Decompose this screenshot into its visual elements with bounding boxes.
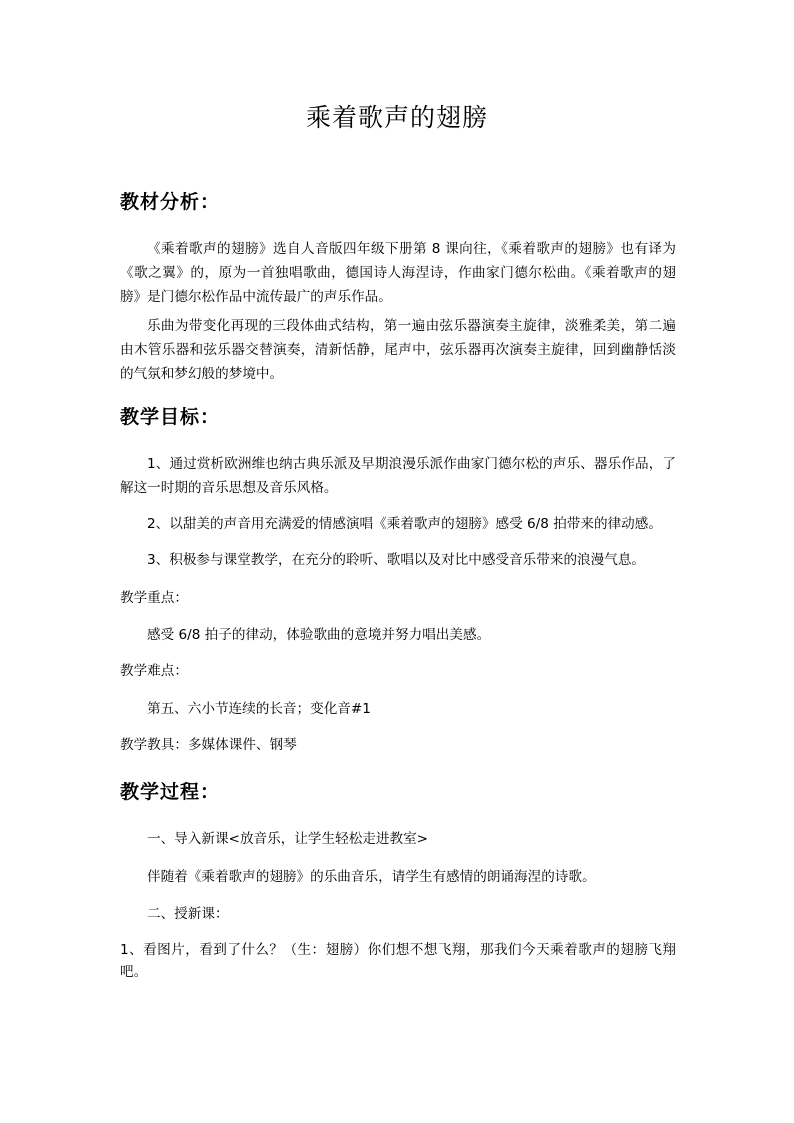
- difficulty-text: 第五、六小节连续的长音；变化音#1: [147, 701, 371, 717]
- step-2-text: 1、看图片，看到了什么？（生：翅膀）你们想不想飞翔，那我们今天乘着歌声的翅膀飞翔吧。: [120, 942, 676, 980]
- key-point-label: 教学重点：: [120, 590, 188, 606]
- key-point-text: 感受 6/8 拍子的律动，体验歌曲的意境并努力唱出美感。: [147, 627, 491, 643]
- analysis-paragraph-2: 乐曲为带变化再现的三段体曲式结构，第一遍由弦乐器演奏主旋律，淡雅柔美，第二遍由木管乐器和弦乐器交替演奏，清新恬静，尾声中，弦乐器再次演奏主旋律，回到幽静恬淡的气氛和梦幻般的梦境中。: [120, 318, 676, 382]
- goal-2: 2、以甜美的声音用充满爱的情感演唱《乘着歌声的翅膀》感受 6/8 拍带来的律动感。: [147, 516, 662, 532]
- teaching-tools: 教学教具：多媒体课件、钢琴: [120, 737, 297, 753]
- goal-1: 1、通过赏析欧洲维也纳古典乐派及早期浪漫乐派作曲家门德尔松的声乐、器乐作品，了解这一时期的音乐思想及音乐风格。: [120, 456, 676, 496]
- heading-process: 教学过程：: [120, 781, 221, 803]
- goal-3: 3、积极参与课堂教学，在充分的聆听、歌唱以及对比中感受音乐带来的浪漫气息。: [147, 552, 646, 568]
- analysis-paragraph-1: 《乘着歌声的翅膀》选自人音版四年级下册第 8 课向往，《乘着歌声的翅膀》也有译为《歌之翼》的，原为一首独唱歌曲，德国诗人海涅诗，作曲家门德尔松曲。《乘着歌声的翅膀》是门德尔松作品中流传最广的声乐作品。: [120, 241, 676, 305]
- step-1-title: 一、导入新课<放音乐，让学生轻松走进教室>: [147, 831, 429, 847]
- step-1-text: 伴随着《乘着歌声的翅膀》的乐曲音乐，请学生有感情的朗诵海涅的诗歌。: [147, 869, 596, 885]
- heading-analysis: 教材分析：: [120, 191, 221, 213]
- difficulty-label: 教学难点：: [120, 663, 188, 679]
- document-title: 乘着歌声的翅膀: [305, 103, 488, 132]
- step-2-title: 二、授新课：: [147, 906, 229, 922]
- heading-goals: 教学目标：: [120, 406, 221, 428]
